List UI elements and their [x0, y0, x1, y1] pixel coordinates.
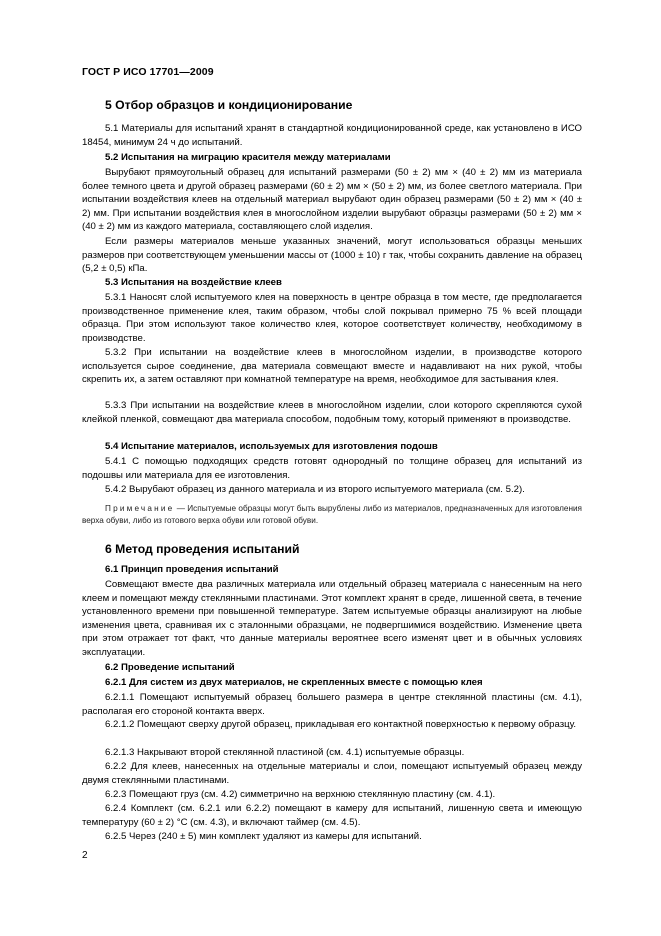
page-number: 2	[82, 850, 88, 861]
paragraph-5-4-1: 5.4.1 С помощью подходящих средств готовят однородный по толщине образец для испытаний из подошвы или материала для ее изготовления.	[82, 456, 582, 481]
paragraph-5-4-2: 5.4.2 Вырубают образец из данного материала и из второго испытуемого материала (см. 5.2).	[105, 484, 525, 495]
section-6-title: 6 Метод проведения испытаний	[105, 542, 300, 556]
paragraph-6-2-4: 6.2.4 Комплект (см. 6.2.1 или 6.2.2) помещают в камеру для испытаний, лишенную света и имеющую температуру (60 ± 2) °С (см. 4.3), и включают таймер (см. 4.5).	[82, 803, 582, 828]
paragraph-5-2b: Если размеры материалов меньше указанных значений, могут использоваться образцы меньших размеров при соответствующем уменьшении массы от (1000 ± 10) г так, чтобы сохранить давление на образец (5,2 ± 0,5) кПа.	[82, 236, 582, 274]
section-5-title: 5 Отбор образцов и кондиционирование	[105, 98, 353, 112]
heading-5-4: 5.4 Испытание материалов, используемых для изготовления подошв	[105, 441, 438, 452]
paragraph-5-3-1: 5.3.1 Наносят слой испытуемого клея на поверхность в центре образца в том месте, где предполагается производственное применение клея, таким образом, чтобы слой покрывал примерно 75 % всей площади образца. При этом используют такое количество клея, которое соответствует количеству, необходимому в производстве.	[82, 292, 582, 344]
heading-6-2-1: 6.2.1 Для систем из двух материалов, не скрепленных вместе с помощью клея	[105, 677, 483, 688]
paragraph-5-1: 5.1 Материалы для испытаний хранят в стандартной кондиционированной среде, как установлено в ИСО 18454, минимум 24 ч до испытаний.	[82, 123, 582, 148]
note	[82, 503, 582, 527]
heading-6-2: 6.2 Проведение испытаний	[105, 662, 235, 673]
paragraph-6-2-2: 6.2.2 Для клеев, нанесенных на отдельные материалы и слои, помещают испытуемый образец между двумя стеклянными пластинами.	[82, 761, 582, 786]
note-label: Примечание	[105, 504, 175, 513]
standard-header: ГОСТ Р ИСО 17701—2009	[82, 66, 214, 78]
paragraph-5-3-2: 5.3.2 При испытании на воздействие клеев в многослойном изделии, в производстве которого используется сырое соединение, два материала совмещают вместе и надавливают на них рукой, чтобы скрепить их, а затем оставляют при комнатной температуре на время, необходимое для застывания клея.	[82, 347, 582, 385]
paragraph-6-2-1-1: 6.2.1.1 Помещают испытуемый образец большего размера в центре стеклянной пластины (см. 4.1), располагая его стороной контакта вверх.	[82, 692, 582, 717]
paragraph-6-2-3: 6.2.3 Помещают груз (см. 4.2) симметрично на верхнюю стеклянную пластину (см. 4.1).	[105, 789, 496, 800]
heading-5-2: 5.2 Испытания на миграцию красителя между материалами	[105, 152, 391, 163]
paragraph-6-1: Совмещают вместе два различных материала или отдельный образец материала с нанесенным на него клеем и помещают между стеклянными пластинами. Этот комплект хранят в среде, лишенной света, в течение установленного времени при повышенной температуре. Затем испытуемые образцы анализируют на любые изменения цвета, сравнивая их с эталонными образцами, не подвергшимися воздействию. Изменение цвета при этом отражает тот факт, что данные материалы вероятнее всего изменят цвет и в обычных условиях эксплуатации.	[82, 579, 582, 658]
paragraph-5-2a: Вырубают прямоугольный образец для испытаний размерами (50 ± 2) мм × (40 ± 2) мм из материала более темного цвета и другой образец размерами (60 ± 2) мм × (50 ± 2) мм, из более светлого материала. При испытании воздействия клеев на отдельный материал вырубают один образец размерами (50 ± 2) мм × (40 ± 2) мм. При испытании воздействия клея в многослойном изделии вырубают образцы размерами (50 ± 2) мм × (40 ± 2) мм из каждого материала, составляющего слой изделия.	[82, 167, 582, 232]
paragraph-6-2-5: 6.2.5 Через (240 ± 5) мин комплект удаляют из камеры для испытаний.	[105, 831, 422, 842]
paragraph-5-3-3: 5.3.3 При испытании на воздействие клеев в многослойном изделии, слои которого скрепляются сухой клейкой пленкой, совмещают два материала способом, подобным тому, который применяют в производстве.	[82, 400, 582, 425]
note-text: — Испытуемые образцы могут быть вырублены либо из материалов, предназначенных для изготовления верха обуви, либо из готового верха обуви или готовой обуви.	[82, 504, 582, 525]
heading-6-1: 6.1 Принцип проведения испытаний	[105, 564, 279, 575]
paragraph-6-2-1-2: 6.2.1.2 Помещают сверху другой образец, прикладывая его контактной поверхностью к первому образцу.	[105, 719, 577, 730]
heading-5-3: 5.3 Испытания на воздействие клеев	[105, 277, 282, 288]
paragraph-6-2-1-3: 6.2.1.3 Накрывают второй стеклянной пластиной (см. 4.1) испытуемые образцы.	[105, 747, 465, 758]
